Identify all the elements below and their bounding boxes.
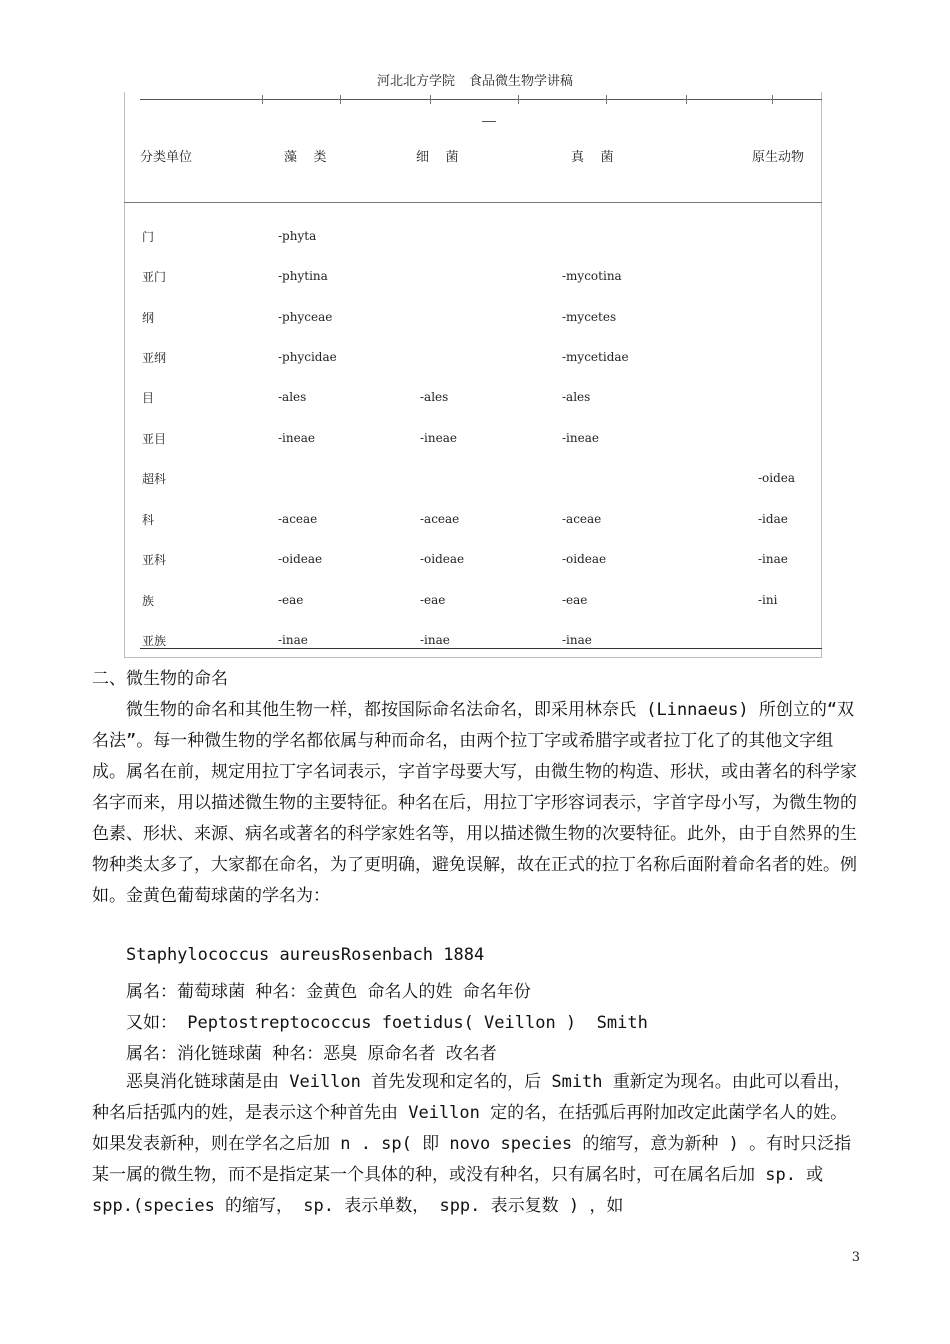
cell-bacteria: -ineae — [420, 431, 457, 445]
example-peptostreptococcus-note: 属名：消化链球菌 种名：恶臭 原命名者 改名者 — [126, 1044, 497, 1064]
cell-bacteria: -inae — [420, 633, 450, 647]
page-number: 3 — [851, 1250, 860, 1265]
cell-algae: -inae — [278, 633, 308, 647]
cell-algae: -phycidae — [278, 350, 337, 364]
table-top-rule — [140, 99, 822, 100]
example-peptostreptococcus: 又如： Peptostreptococcus foetidus( Veillon ) Smith — [126, 1013, 648, 1033]
cell-bacteria: -aceae — [420, 512, 460, 526]
cell-algae: -phyta — [278, 229, 317, 243]
cell-bacteria: -ales — [420, 390, 449, 404]
cell-fungi: -ales — [562, 390, 591, 404]
table-tick — [340, 95, 341, 104]
row-rank-label: 亚目 — [142, 432, 167, 446]
cell-protozoa: -oidea — [758, 471, 796, 485]
table-tick — [430, 95, 431, 104]
row-rank-label: 目 — [142, 391, 155, 405]
cell-bacteria: -oideae — [420, 552, 465, 566]
cell-protozoa: -ini — [758, 593, 778, 607]
cell-bacteria: -eae — [420, 593, 446, 607]
cell-algae: -aceae — [278, 512, 318, 526]
cell-fungi: -inae — [562, 633, 592, 647]
cell-protozoa: -idae — [758, 512, 788, 526]
table-tick — [686, 95, 687, 104]
header-school: 河北北方学院 — [376, 74, 455, 89]
table-header-rule — [124, 202, 822, 203]
table-tick — [772, 95, 773, 104]
section-title: 二、微生物的命名 — [92, 669, 228, 689]
col-header-bacteria: 细 菌 — [416, 150, 459, 165]
cell-algae: -phytina — [278, 269, 328, 283]
cell-fungi: -ineae — [562, 431, 599, 445]
row-rank-label: 科 — [142, 513, 155, 527]
table-bottom-rule — [140, 648, 822, 649]
page-header — [0, 70, 950, 89]
row-rank-label: 亚科 — [142, 553, 167, 567]
cell-fungi: -mycotina — [562, 269, 622, 283]
table-tick — [606, 95, 607, 104]
col-header-algae: 藻 类 — [284, 150, 327, 165]
cell-fungi: -eae — [562, 593, 588, 607]
paragraph-renaming: 恶臭消化链球菌是由 Veillon 首先发现和定名的，后 Smith 重新定为现名。由此可以看出，种名后括弧内的姓，是表示这个种首先由 Veillon 定的名，在括弧后再附加改定此菌学名人的姓。如果发表新种，则在学名之后加 n . sp( 即 novo species 的缩写，意为新种 ) 。有时只泛指某一属的微生物，而不是指定某一个具体的种，或没有种名，只有属名时，可在属名后加 sp. 或 spp.(species 的缩写， sp. 表示单数， spp. 表示复数 ) ，如 — [92, 1072, 852, 1216]
example-staphylococcus-note: 属名：葡萄球菌 种名：金黄色 命名人的姓 命名年份 — [126, 982, 531, 1002]
cell-algae: -ineae — [278, 431, 315, 445]
table-dash — [482, 121, 496, 122]
cell-fungi: -aceae — [562, 512, 602, 526]
cell-algae: -phyceae — [278, 310, 333, 324]
col-header-rank: 分类单位 — [140, 150, 193, 165]
cell-fungi: -mycetes — [562, 310, 617, 324]
header-course: 食品微生物学讲稿 — [469, 74, 574, 89]
col-header-fungi: 真 菌 — [571, 150, 614, 165]
cell-algae: -ales — [278, 390, 307, 404]
table-tick — [518, 95, 519, 104]
row-rank-label: 门 — [142, 230, 155, 244]
row-rank-label: 亚门 — [142, 270, 167, 284]
row-rank-label: 亚族 — [142, 634, 167, 648]
cell-algae: -oideae — [278, 552, 323, 566]
col-header-protozoa: 原生动物 — [752, 150, 805, 165]
table-tick — [262, 95, 263, 104]
cell-algae: -eae — [278, 593, 304, 607]
paragraph-binomial: 微生物的命名和其他生物一样，都按国际命名法命名，即采用林奈氏 (Linnaeus) 所创立的“双名法”。每一种微生物的学名都依属与种而命名，由两个拉丁字或希腊字或者拉丁化了的其他文字组成。属名在前，规定用拉丁字名词表示，字首字母要大写，由微生物的构造、形状，或由著名的科学家名字而来，用以描述微生物的主要特征。种名在后，用拉丁字形容词表示，字首字母小写，为微生物的色素、形状、来源、病名或著名的科学家姓名等，用以描述微生物的次要特征。此外，由于自然界的生物种类太多了，大家都在命名，为了更明确，避免误解，故在正式的拉丁名称后面附着命名者的姓。例如。金黄色葡萄球菌的学名为： — [92, 700, 857, 906]
cell-fungi: -mycetidae — [562, 350, 629, 364]
classification-table — [124, 92, 822, 658]
example-staphylococcus: Staphylococcus aureusRosenbach 1884 — [126, 945, 485, 965]
row-rank-label: 超科 — [142, 472, 167, 486]
row-rank-label: 亚纲 — [142, 351, 167, 365]
row-rank-label: 纲 — [142, 311, 155, 325]
cell-protozoa: -inae — [758, 552, 788, 566]
cell-fungi: -oideae — [562, 552, 607, 566]
row-rank-label: 族 — [142, 594, 155, 608]
